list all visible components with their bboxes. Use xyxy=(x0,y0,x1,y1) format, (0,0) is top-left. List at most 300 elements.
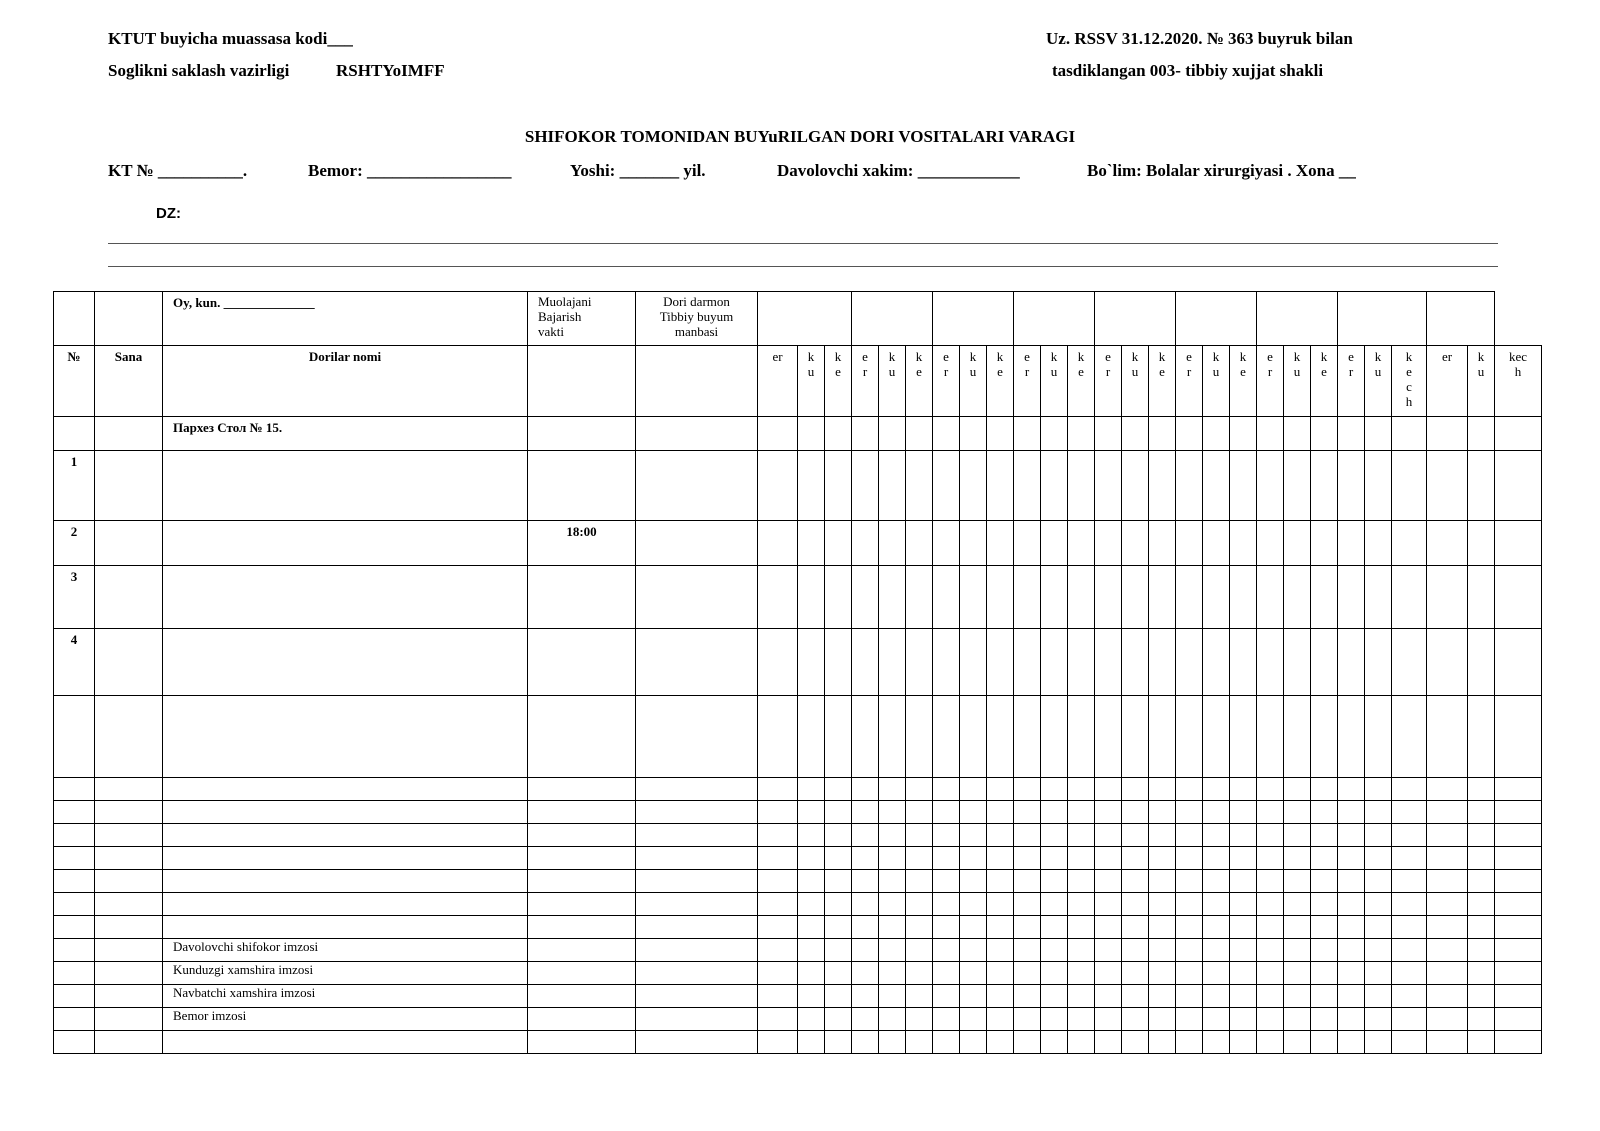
signature-label: Bemor imzosi xyxy=(163,1008,528,1031)
table-cell xyxy=(1311,847,1338,870)
table-cell xyxy=(758,801,798,824)
table-cell xyxy=(163,870,528,893)
table-cell xyxy=(1495,696,1542,778)
signature-label: Navbatchi xamshira imzosi xyxy=(163,985,528,1008)
table-cell xyxy=(1014,1008,1041,1031)
table-cell xyxy=(1122,1008,1149,1031)
table-cell xyxy=(798,521,825,566)
table-cell xyxy=(1365,985,1392,1008)
table-cell xyxy=(758,939,798,962)
table-cell xyxy=(852,629,879,696)
time-slot-label: er xyxy=(758,346,798,417)
table-cell xyxy=(1041,778,1068,801)
table-cell xyxy=(1495,1031,1542,1054)
table-cell xyxy=(1230,778,1257,801)
table-cell xyxy=(758,778,798,801)
table-cell xyxy=(636,962,758,985)
table-cell xyxy=(95,521,163,566)
table-cell xyxy=(1149,696,1176,778)
table-cell xyxy=(1149,985,1176,1008)
table-cell xyxy=(798,801,825,824)
table-cell xyxy=(1338,417,1365,451)
table-cell xyxy=(1365,1008,1392,1031)
table-cell xyxy=(825,521,852,566)
table-cell xyxy=(528,801,636,824)
table-cell xyxy=(1284,985,1311,1008)
table-cell xyxy=(987,696,1014,778)
table-cell xyxy=(798,893,825,916)
table-cell xyxy=(1149,939,1176,962)
time-slot-label: k u xyxy=(1284,346,1311,417)
table-cell xyxy=(1176,870,1203,893)
table-cell xyxy=(1338,629,1365,696)
table-cell xyxy=(798,985,825,1008)
table-cell xyxy=(906,824,933,847)
table-cell xyxy=(1149,916,1176,939)
table-cell xyxy=(825,870,852,893)
table-cell xyxy=(879,893,906,916)
table-cell xyxy=(852,893,879,916)
table-cell xyxy=(933,916,960,939)
table-cell xyxy=(1311,916,1338,939)
table-cell xyxy=(1468,778,1495,801)
table-cell xyxy=(1365,847,1392,870)
table-cell xyxy=(1041,916,1068,939)
table-cell xyxy=(636,417,758,451)
table-cell xyxy=(1122,801,1149,824)
table-cell xyxy=(1068,451,1095,521)
table-cell xyxy=(879,939,906,962)
table-cell xyxy=(960,451,987,521)
table-cell xyxy=(960,629,987,696)
table-cell xyxy=(1284,566,1311,629)
table-cell xyxy=(1338,893,1365,916)
table-cell xyxy=(1122,847,1149,870)
table-cell xyxy=(1427,696,1468,778)
table-cell xyxy=(95,1008,163,1031)
month-day-field: Oy, kun. ______________ xyxy=(163,292,528,346)
table-cell xyxy=(1230,629,1257,696)
table-cell xyxy=(1468,566,1495,629)
table-cell xyxy=(1230,1031,1257,1054)
table-cell xyxy=(798,417,825,451)
time-slot-label: e r xyxy=(1014,346,1041,417)
table-cell xyxy=(798,629,825,696)
table-cell xyxy=(960,939,987,962)
table-cell xyxy=(798,916,825,939)
table-cell xyxy=(1427,1031,1468,1054)
table-cell xyxy=(758,985,798,1008)
table-cell xyxy=(1468,1031,1495,1054)
table-cell xyxy=(1495,417,1542,451)
table-cell xyxy=(1338,939,1365,962)
row-number: 1 xyxy=(54,451,95,521)
table-cell xyxy=(1365,870,1392,893)
table-cell xyxy=(1468,521,1495,566)
table-cell xyxy=(825,417,852,451)
table-row xyxy=(54,870,1542,893)
table-cell xyxy=(1014,629,1041,696)
table-cell xyxy=(1495,451,1542,521)
table-cell xyxy=(987,801,1014,824)
table-cell xyxy=(758,847,798,870)
table-cell xyxy=(1122,417,1149,451)
table-cell xyxy=(1338,1031,1365,1054)
table-cell xyxy=(1311,566,1338,629)
table-cell xyxy=(1203,778,1230,801)
table-cell xyxy=(163,778,528,801)
table-cell xyxy=(163,893,528,916)
table-cell xyxy=(1365,451,1392,521)
table-cell xyxy=(95,916,163,939)
table-cell xyxy=(1392,870,1427,893)
table-cell xyxy=(1311,870,1338,893)
table-cell xyxy=(1392,566,1427,629)
time-slot-label: k u xyxy=(1468,346,1495,417)
table-row xyxy=(54,521,1542,566)
table-row xyxy=(54,916,1542,939)
table-cell xyxy=(852,1031,879,1054)
table-cell xyxy=(1203,629,1230,696)
table-cell xyxy=(758,521,798,566)
time-slot-label: k e xyxy=(906,346,933,417)
table-cell xyxy=(1095,916,1122,939)
medicine-source-header: Dori darmon Tibbiy buyum manbasi xyxy=(636,292,758,346)
table-cell xyxy=(1284,1008,1311,1031)
table-cell xyxy=(1257,801,1284,824)
table-cell xyxy=(636,801,758,824)
table-cell xyxy=(933,1008,960,1031)
table-cell xyxy=(987,870,1014,893)
table-cell xyxy=(1095,985,1122,1008)
time-slot-label: e r xyxy=(933,346,960,417)
table-cell xyxy=(54,893,95,916)
table-cell xyxy=(1203,939,1230,962)
table-cell xyxy=(1014,417,1041,451)
table-cell xyxy=(987,451,1014,521)
table-cell xyxy=(1427,985,1468,1008)
table-cell xyxy=(1495,801,1542,824)
table-cell xyxy=(1257,629,1284,696)
table-cell xyxy=(1257,566,1284,629)
table-cell xyxy=(1495,939,1542,962)
table-cell xyxy=(1338,801,1365,824)
table-cell xyxy=(1427,916,1468,939)
time-slot-label: k e xyxy=(1149,346,1176,417)
table-cell xyxy=(825,847,852,870)
table-cell xyxy=(163,916,528,939)
table-cell xyxy=(636,566,758,629)
table-cell xyxy=(960,566,987,629)
table-cell xyxy=(960,824,987,847)
table-cell xyxy=(1257,521,1284,566)
table-cell xyxy=(1392,1008,1427,1031)
day-group-6 xyxy=(1176,292,1257,346)
table-cell xyxy=(852,962,879,985)
table-cell xyxy=(758,1031,798,1054)
table-cell xyxy=(1176,847,1203,870)
table-cell xyxy=(1427,566,1468,629)
table-cell xyxy=(1176,629,1203,696)
table-cell xyxy=(1095,696,1122,778)
table-cell xyxy=(1041,939,1068,962)
table-cell xyxy=(54,417,95,451)
table-cell xyxy=(1068,417,1095,451)
time-slot-label: er xyxy=(1427,346,1468,417)
table-cell xyxy=(1257,417,1284,451)
time-slot-label: e r xyxy=(1176,346,1203,417)
table-cell xyxy=(852,801,879,824)
table-cell xyxy=(1311,1008,1338,1031)
table-cell xyxy=(1176,985,1203,1008)
table-cell xyxy=(95,451,163,521)
table-cell xyxy=(1468,801,1495,824)
table-cell xyxy=(1122,566,1149,629)
table-cell xyxy=(1392,521,1427,566)
table-cell xyxy=(798,566,825,629)
table-cell xyxy=(54,292,95,346)
table-cell xyxy=(1122,1031,1149,1054)
table-cell xyxy=(1041,1008,1068,1031)
attending-doctor-field: Davolovchi xakim: ____________ xyxy=(777,161,1020,180)
table-cell xyxy=(798,778,825,801)
table-cell xyxy=(758,893,798,916)
table-cell xyxy=(798,870,825,893)
table-cell xyxy=(1149,566,1176,629)
table-cell xyxy=(54,870,95,893)
table-cell xyxy=(933,451,960,521)
table-cell xyxy=(1284,629,1311,696)
table-cell xyxy=(1468,417,1495,451)
table-cell xyxy=(1203,847,1230,870)
table-cell xyxy=(825,566,852,629)
table-cell xyxy=(933,801,960,824)
table-cell xyxy=(1230,985,1257,1008)
table-cell xyxy=(1495,1008,1542,1031)
table-cell xyxy=(1338,1008,1365,1031)
table-cell xyxy=(1176,778,1203,801)
table-cell xyxy=(879,566,906,629)
table-cell xyxy=(1095,801,1122,824)
table-cell xyxy=(1365,566,1392,629)
form-type-label: tasdiklangan 003- tibbiy xujjat shakli xyxy=(1052,61,1324,80)
table-cell xyxy=(1257,451,1284,521)
table-cell xyxy=(1068,566,1095,629)
table-cell xyxy=(960,1031,987,1054)
table-cell xyxy=(1068,696,1095,778)
table-cell xyxy=(852,870,879,893)
table-cell xyxy=(1176,962,1203,985)
table-cell xyxy=(1041,417,1068,451)
row-number: 4 xyxy=(54,629,95,696)
table-cell xyxy=(1427,962,1468,985)
time-slot-label: k u xyxy=(1365,346,1392,417)
table-cell xyxy=(906,451,933,521)
table-cell xyxy=(933,778,960,801)
table-cell xyxy=(879,824,906,847)
table-cell xyxy=(798,939,825,962)
table-cell xyxy=(636,1008,758,1031)
table-cell xyxy=(1203,451,1230,521)
table-cell xyxy=(1014,778,1041,801)
table-cell xyxy=(906,962,933,985)
table-cell xyxy=(1230,417,1257,451)
table-cell xyxy=(933,962,960,985)
table-cell xyxy=(636,521,758,566)
table-cell xyxy=(1338,778,1365,801)
table-cell xyxy=(960,893,987,916)
table-cell xyxy=(54,847,95,870)
table-cell xyxy=(1014,985,1041,1008)
table-cell xyxy=(54,985,95,1008)
table-cell xyxy=(1176,417,1203,451)
table-cell xyxy=(852,916,879,939)
column-number-header: № xyxy=(54,346,95,417)
table-cell xyxy=(163,566,528,629)
table-row xyxy=(54,696,1542,778)
table-cell xyxy=(95,778,163,801)
table-cell xyxy=(758,1008,798,1031)
table-cell xyxy=(1311,801,1338,824)
table-cell xyxy=(1230,893,1257,916)
table-cell xyxy=(1468,939,1495,962)
table-cell xyxy=(1149,1031,1176,1054)
patient-name-field: Bemor: _________________ xyxy=(308,161,512,180)
table-cell xyxy=(1495,629,1542,696)
table-cell-empty xyxy=(1495,292,1542,346)
table-cell xyxy=(758,629,798,696)
table-cell xyxy=(933,1031,960,1054)
table-cell xyxy=(1392,916,1427,939)
table-cell xyxy=(1176,566,1203,629)
table-cell xyxy=(528,417,636,451)
table-cell xyxy=(1338,870,1365,893)
table-cell xyxy=(1014,893,1041,916)
table-cell xyxy=(95,824,163,847)
diagnosis-label: DZ: xyxy=(156,205,181,222)
table-cell xyxy=(1495,893,1542,916)
table-cell xyxy=(1014,566,1041,629)
row-time xyxy=(528,451,636,521)
table-cell xyxy=(987,962,1014,985)
table-cell xyxy=(1230,939,1257,962)
table-cell xyxy=(528,696,636,778)
table-cell xyxy=(987,939,1014,962)
time-slot-label: k e c h xyxy=(1392,346,1427,417)
table-cell xyxy=(1427,870,1468,893)
table-cell xyxy=(1095,824,1122,847)
table-cell xyxy=(798,451,825,521)
table-cell xyxy=(163,1031,528,1054)
table-cell xyxy=(906,893,933,916)
table-cell xyxy=(1176,916,1203,939)
diagnosis-line-2 xyxy=(108,266,1498,267)
table-cell xyxy=(1068,1031,1095,1054)
table-cell xyxy=(163,801,528,824)
table-cell xyxy=(1257,1031,1284,1054)
table-cell xyxy=(1468,824,1495,847)
table-cell xyxy=(1068,916,1095,939)
table-cell xyxy=(1230,962,1257,985)
table-cell xyxy=(1427,629,1468,696)
table-cell xyxy=(95,985,163,1008)
table-cell xyxy=(933,696,960,778)
time-slot-label: k u xyxy=(960,346,987,417)
table-cell xyxy=(1095,1031,1122,1054)
table-cell xyxy=(1392,847,1427,870)
decree-label: Uz. RSSV 31.12.2020. № 363 buyruk bilan xyxy=(1046,29,1353,48)
table-cell xyxy=(1392,801,1427,824)
table-cell xyxy=(1495,824,1542,847)
column-date-header: Sana xyxy=(95,346,163,417)
table-cell xyxy=(528,893,636,916)
row-time: 18:00 xyxy=(528,521,636,566)
ministry-code-label: RSHTYoIMFF xyxy=(336,61,445,80)
table-cell xyxy=(1122,778,1149,801)
table-cell xyxy=(1284,893,1311,916)
table-cell xyxy=(798,962,825,985)
table-cell xyxy=(1122,521,1149,566)
table-cell xyxy=(1041,962,1068,985)
table-cell xyxy=(933,417,960,451)
day-group-5 xyxy=(1095,292,1176,346)
table-cell xyxy=(1068,778,1095,801)
table-cell xyxy=(1095,629,1122,696)
table-cell xyxy=(1468,629,1495,696)
table-cell xyxy=(95,1031,163,1054)
table-cell xyxy=(528,985,636,1008)
table-cell xyxy=(1257,893,1284,916)
table-cell xyxy=(54,824,95,847)
table-cell xyxy=(636,847,758,870)
table-cell xyxy=(1468,847,1495,870)
table-cell xyxy=(1203,417,1230,451)
table-cell xyxy=(1311,824,1338,847)
table-cell xyxy=(960,417,987,451)
table-cell xyxy=(1257,870,1284,893)
table-cell xyxy=(987,824,1014,847)
table-cell xyxy=(879,870,906,893)
table-cell xyxy=(1176,696,1203,778)
day-group-4 xyxy=(1014,292,1095,346)
table-cell xyxy=(1095,847,1122,870)
table-cell xyxy=(1203,566,1230,629)
table-cell xyxy=(636,629,758,696)
table-cell xyxy=(879,696,906,778)
table-cell xyxy=(906,629,933,696)
table-cell xyxy=(1495,870,1542,893)
table-cell xyxy=(1041,824,1068,847)
table-cell xyxy=(1041,629,1068,696)
table-cell xyxy=(758,696,798,778)
table-header-top-row xyxy=(54,292,1542,346)
table-cell xyxy=(1427,893,1468,916)
table-cell xyxy=(852,696,879,778)
table-cell xyxy=(1230,847,1257,870)
table-cell xyxy=(636,778,758,801)
table-cell xyxy=(960,985,987,1008)
table-cell xyxy=(1338,696,1365,778)
table-cell xyxy=(1014,801,1041,824)
table-row xyxy=(54,629,1542,696)
table-cell xyxy=(1068,1008,1095,1031)
table-cell xyxy=(879,451,906,521)
table-cell xyxy=(163,847,528,870)
table-cell xyxy=(852,824,879,847)
time-slot-label: k e xyxy=(1230,346,1257,417)
table-cell xyxy=(1257,847,1284,870)
table-cell xyxy=(1014,451,1041,521)
